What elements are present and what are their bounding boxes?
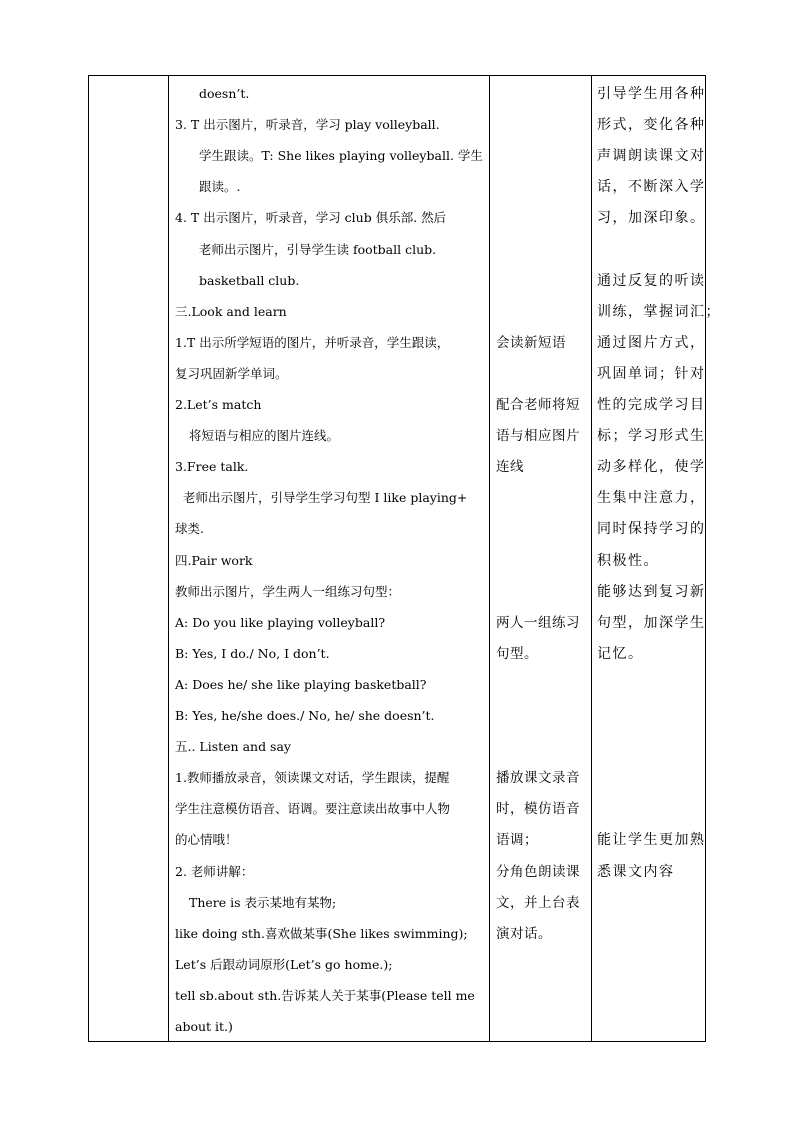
design-purpose-line: 训练，掌握词汇；: [597, 303, 721, 320]
student-activity-line: 播放课文录音: [496, 770, 580, 787]
student-activity-line: 语与相应图片: [496, 428, 580, 445]
student-activity-line: 语调；: [496, 832, 538, 849]
activity-line: about it.): [175, 1019, 233, 1034]
activity-line: 3.Free talk.: [175, 459, 249, 475]
activity-line: A: Do you like playing volleyball?: [175, 614, 386, 630]
activity-line: 的心情哦！: [175, 832, 238, 848]
student-activity-line: 时，模仿语音: [496, 801, 580, 818]
teacher-activities-cell: [175, 76, 485, 1041]
activity-line: A: Does he/ she like playing basketball?: [175, 676, 427, 692]
design-purpose-line: 习，加深印象。: [597, 210, 706, 227]
design-purpose-line: 声调朗读课文对: [597, 148, 706, 165]
design-purpose-cell: [597, 76, 721, 1041]
design-purpose-line: 句型，加深学生: [597, 614, 706, 631]
column-divider: [489, 76, 490, 1041]
activity-line: 3. T 出示图片，听录音，学习 play volleyball.: [175, 117, 440, 133]
activity-line: 2.Let’s match: [175, 397, 262, 412]
activity-line: 2. 老师讲解：: [175, 863, 254, 879]
activity-line: 1.教师播放录音，领读课文对话，学生跟读，提醒: [175, 770, 450, 786]
activity-line: 学生注意模仿语音、语调。要注意读出故事中人物: [175, 801, 451, 817]
activity-line: 三.Look and learn: [175, 303, 287, 319]
design-purpose-line: 记忆。: [597, 645, 644, 662]
activity-line: 跟读。.: [199, 179, 241, 195]
design-purpose-line: 生集中注意力，: [597, 490, 706, 507]
activity-line: 复习巩固新学单词。: [175, 365, 288, 381]
activity-line: 教师出示图片，学生两人一组练习句型：: [175, 583, 401, 599]
activity-line: 老师出示图片，引导学生读 football club.: [199, 241, 437, 257]
student-activity-line: 分角色朗读课: [496, 863, 580, 880]
activity-line: 老师出示图片，引导学生学习句型 I like playing+: [183, 490, 468, 506]
column-divider: [168, 76, 169, 1041]
activity-line: 四.Pair work: [175, 552, 253, 568]
design-purpose-line: 能够达到复习新: [597, 583, 706, 600]
design-purpose-line: 引导学生用各种: [597, 86, 706, 102]
student-activity-line: 文，并上台表: [496, 894, 580, 911]
student-activity-line: 配合老师将短: [496, 397, 580, 413]
activity-line: 4. T 出示图片，听录音，学习 club 俱乐部. 然后: [175, 210, 447, 226]
design-purpose-line: 积极性。: [597, 552, 659, 569]
design-purpose-line: 通过图片方式，: [597, 334, 706, 351]
activity-line: 将短语与相应的图片连线。: [189, 428, 340, 444]
activity-line: tell sb.about sth.告诉某人关于某事(Please tell me: [175, 987, 475, 1003]
design-purpose-line: 动多样化，使学: [597, 459, 706, 476]
design-purpose-line: 巩固单词；针对: [597, 365, 706, 382]
design-purpose-line: 形式，变化各种: [597, 117, 706, 134]
activity-line: basketball club.: [199, 272, 300, 288]
student-activity-line: 句型。: [496, 645, 538, 662]
design-purpose-line: 话，不断深入学: [597, 179, 706, 196]
activity-line: B: Yes, he/she does./ No, he/ she doesn’t.: [175, 708, 435, 723]
student-activity-line: 演对话。: [496, 925, 552, 942]
activity-line: B: Yes, I do./ No, I don’t.: [175, 645, 330, 661]
student-activity-line: 会读新短语: [496, 334, 566, 351]
activity-line: doesn’t.: [199, 86, 250, 101]
activity-line: 五.. Listen and say: [175, 739, 291, 755]
design-purpose-line: 同时保持学习的: [597, 521, 706, 538]
activity-line: 学生跟读。T: She likes playing volleyball. 学生: [199, 148, 483, 164]
student-activity-line: 两人一组练习: [496, 614, 580, 631]
blank-stage-cell: [89, 76, 168, 1041]
design-purpose-line: 通过反复的听读: [597, 272, 706, 289]
design-purpose-line: 能让学生更加熟: [597, 832, 706, 849]
student-activities-cell: [496, 76, 590, 1041]
activity-line: There is 表示某地有某物;: [189, 894, 337, 910]
design-purpose-line: 悉课文内容: [597, 863, 675, 880]
activity-line: 1.T 出示所学短语的图片，并听录音，学生跟读，: [175, 334, 450, 350]
student-activity-line: 连线: [496, 459, 524, 476]
design-purpose-line: 标；学习形式生: [597, 428, 706, 445]
lesson-plan-table: [88, 75, 721, 1042]
column-divider: [591, 76, 592, 1041]
design-purpose-line: 性的完成学习目: [597, 397, 706, 413]
activity-line: 球类.: [175, 521, 204, 537]
activity-line: like doing sth.喜欢做某事(She likes swimming);: [175, 925, 468, 941]
activity-line: Let’s 后跟动词原形(Let’s go home.);: [175, 956, 393, 972]
